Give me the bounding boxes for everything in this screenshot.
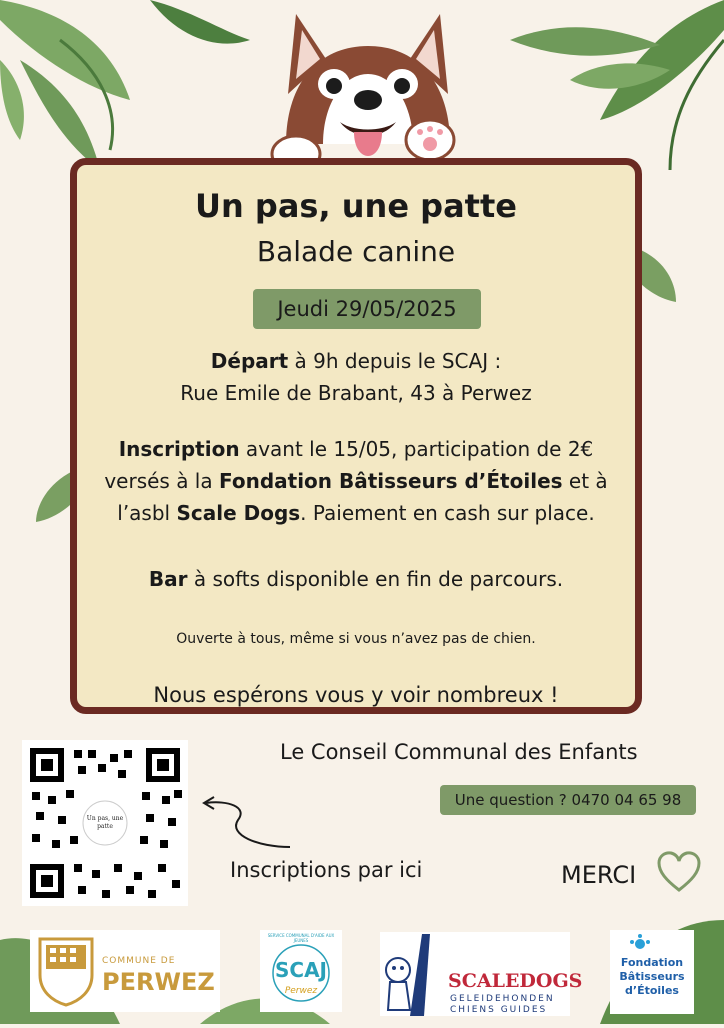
bar-label: Bar [148,567,188,591]
scale-dogs-logo [380,932,583,1016]
departure-text: à 9h depuis le SCAJ : [288,349,502,373]
address: Rue Emile de Brabant, 43 à Perwez [180,381,532,405]
fondation-logo [610,930,694,1014]
departure-label: Départ [210,349,289,373]
scaj-text: SCAJ [274,958,327,982]
closing-message: Nous espérons vous y voir nombreux ! [153,683,559,707]
heart-icon [656,850,702,898]
bar-text: à softs disponible en fin de parcours. [187,567,564,591]
scale-dogs-line1: GELEIDEHONDEN [450,994,555,1004]
event-title: Un pas, une patte [195,187,517,225]
registration-text-2a: versés à la [104,469,219,493]
registration-text-2b: et à [562,469,608,493]
fondation-line2: Bâtisseurs [619,970,685,983]
scaj-logo [260,930,342,1012]
event-date-badge: Jeudi 29/05/2025 [253,289,481,329]
qr-center-label: Un pas, une patte [86,815,124,830]
bar-info [97,563,615,595]
leaves-top-left [0,0,270,180]
departure-info [97,345,615,409]
registration-info [97,433,615,529]
leaves-top-right [440,0,724,180]
registration-text-3a: l’asbl [117,501,177,525]
scaj-arc-text: SERVICE COMMUNAL D'AIDE AUX JEUNES [267,933,335,943]
phone-contact[interactable]: Une question ? 0470 04 65 98 [440,785,696,815]
registration-text-1: avant le 15/05, participation de 2€ [239,437,594,461]
registration-text-3b: . Paiement en cash sur place. [300,501,595,525]
event-subtitle: Balade canine [256,235,456,268]
event-card [70,158,642,714]
perwez-big-text: PERWEZ [102,968,215,996]
scale-dogs-text: SCALEDOGS [448,970,583,992]
scaj-city-text: Perwez [284,986,318,996]
perwez-logo [30,930,220,1012]
arrow-icon [198,795,298,859]
scale-dogs-line2: CHIENS GUIDES [450,1005,548,1015]
open-to-all-note: Ouverte à tous, même si vous n’avez pas de chien. [176,631,536,647]
register-here-label: Inscriptions par ici [230,858,423,882]
fondation-line3: d’Étoiles [625,984,679,997]
perwez-small-text: COMMUNE DE [102,956,176,966]
fondation-name: Fondation Bâtisseurs d’Étoiles [218,469,563,493]
fondation-line1: Fondation [620,956,684,969]
qr-code[interactable] [22,740,188,906]
organizer-name: Le Conseil Communal des Enfants [280,740,638,764]
scale-dogs-name: Scale Dogs [176,501,301,525]
thanks-label: MERCI [561,861,637,889]
registration-label: Inscription [118,437,240,461]
